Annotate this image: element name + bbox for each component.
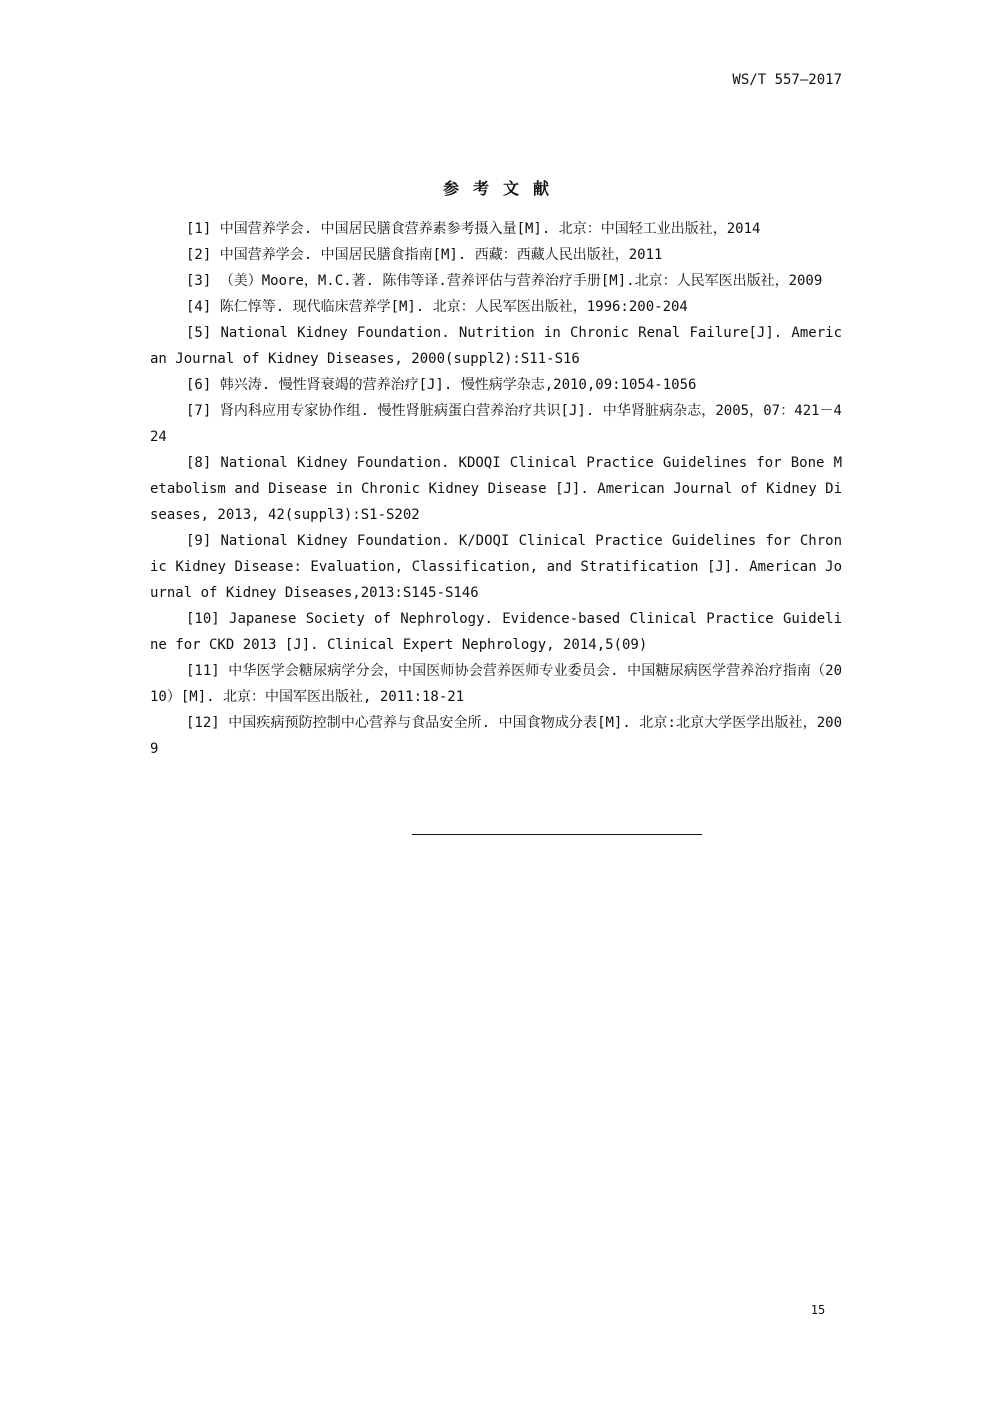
reference-item: [5] National Kidney Foundation. Nutrition in Chronic Renal Failure[J]. American Journal of Kidney Diseases, 2000(suppl2):S11-S16 [150, 325, 842, 367]
reference-item: [1] 中国营养学会. 中国居民膳食营养素参考摄入量[M]. 北京：中国轻工业出版社，2014 [186, 221, 761, 237]
reference-item: [12] 中国疾病预防控制中心营养与食品安全所. 中国食物成分表[M]. 北京:北京大学医学出版社，2009 [150, 715, 842, 757]
page-number: 15 [810, 1303, 826, 1317]
standard-code: WS/T 557—2017 [732, 72, 842, 88]
end-divider [412, 834, 702, 835]
reference-item: [6] 韩兴涛. 慢性肾衰竭的营养治疗[J]. 慢性病学杂志,2010,09:1054-1056 [186, 377, 697, 393]
reference-item: [7] 肾内科应用专家协作组. 慢性肾脏病蛋白营养治疗共识[J]. 中华肾脏病杂志，2005，07：421－424 [150, 403, 842, 445]
reference-item: [10] Japanese Society of Nephrology. Evidence-based Clinical Practice Guideline for CKD 2013 [J]. Clinical Expert Nephrology, 2014,5(09) [150, 611, 842, 653]
reference-item: [2] 中国营养学会. 中国居民膳食指南[M]. 西藏：西藏人民出版社，2011 [186, 247, 663, 263]
reference-list [150, 216, 842, 762]
reference-item: [11] 中华医学会糖尿病学分会，中国医师协会营养医师专业委员会. 中国糖尿病医学营养治疗指南（2010）[M]. 北京：中国军医出版社, 2011:18-21 [150, 663, 842, 705]
section-title: 参考文献 [442, 179, 563, 198]
reference-item: [4] 陈仁惇等. 现代临床营养学[M]. 北京：人民军医出版社，1996:200-204 [186, 299, 688, 315]
reference-item: [8] National Kidney Foundation. KDOQI Clinical Practice Guidelines for Bone Metabolism and Disease in Chronic Kidney Disease [J]. American Journal of Kidney Diseases, 2013, 42(suppl3):S1-S202 [150, 455, 842, 523]
reference-item: [3] （美）Moore，M.C.著. 陈伟等译.营养评估与营养治疗手册[M].北京：人民军医出版社，2009 [186, 273, 823, 289]
reference-item: [9] National Kidney Foundation. K/DOQI Clinical Practice Guidelines for Chronic Kidney Disease: Evaluation, Classification, and Stratification [J]. American Journal of Kidney Diseases,2013:S145-S146 [150, 533, 842, 601]
